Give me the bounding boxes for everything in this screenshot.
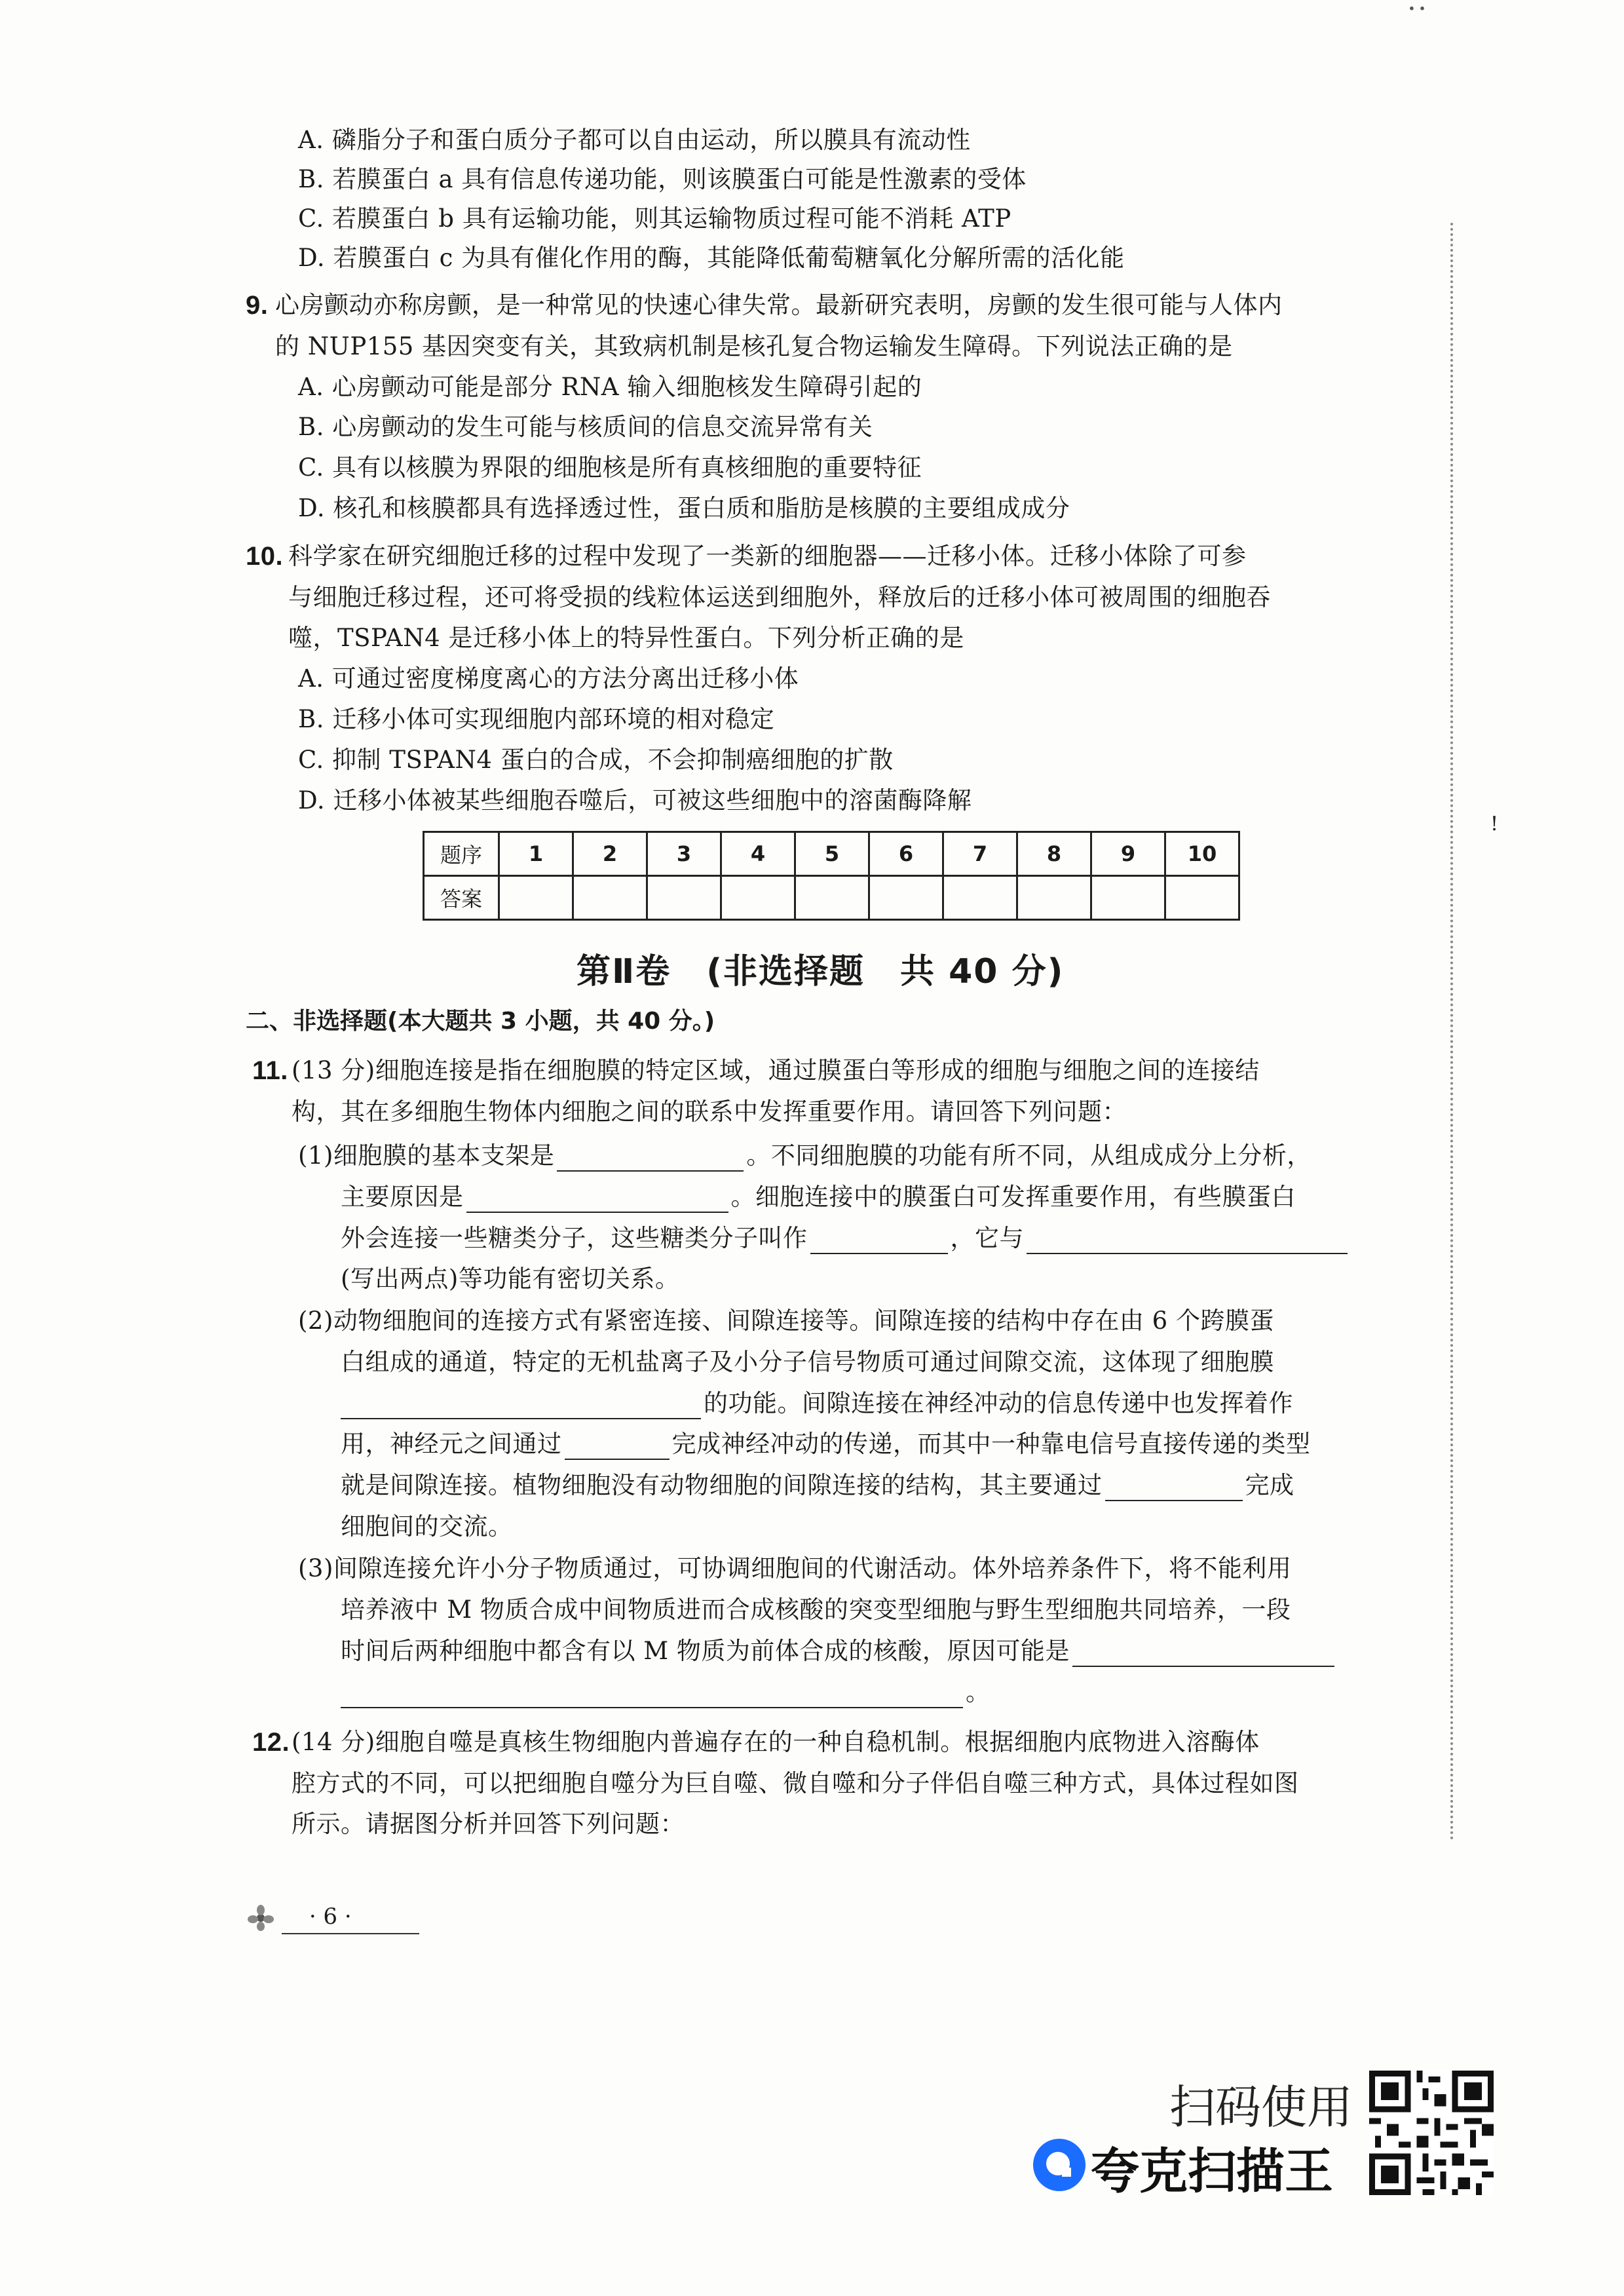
answer-cell xyxy=(1091,876,1165,920)
answer-table-num: 7 xyxy=(943,832,1017,876)
answer-blank[interactable] xyxy=(557,1147,744,1172)
q11-p2-text: 的功能。间隙连接在神经冲动的信息传递中也发挥着作 xyxy=(704,1389,1293,1417)
q11-p1-text: 外会连接一些糖类分子，这些糖类分子叫作 xyxy=(341,1224,808,1252)
q10-option-c: C. 抑制 TSPAN4 蛋白的合成，不会抑制癌细胞的扩散 xyxy=(298,746,894,774)
q11-p2-line6: 细胞间的交流。 xyxy=(341,1512,513,1540)
q11-p3-text: 。 xyxy=(966,1678,991,1706)
qr-code-icon[interactable] xyxy=(1369,2071,1494,2195)
answer-table-num: 2 xyxy=(573,832,647,876)
q12-stem-line1: (14 分)细胞自噬是真核生物细胞内普遍存在的一种自稳机制。根据细胞内底物进入溶酶体 xyxy=(292,1728,1260,1756)
page-number: · 6 · xyxy=(309,1904,352,1930)
q9-option-a: A. 心房颤动可能是部分 RNA 输入细胞核发生障碍引起的 xyxy=(298,373,922,401)
q11-p2-line2: 白组成的通道，特定的无机盐离子及小分子信号物质可通过间隙交流，这体现了细胞膜 xyxy=(341,1348,1274,1376)
answer-table-num: 5 xyxy=(795,832,869,876)
q10-option-d: D. 迁移小体被某些细胞吞噬后，可被这些细胞中的溶菌酶降解 xyxy=(298,786,972,814)
part-heading: 二、非选择题(本大题共 3 小题，共 40 分。) xyxy=(246,1008,715,1035)
answer-cell xyxy=(721,876,795,920)
q8-option-a: A. 磷脂分子和蛋白质分子都可以自由运动，所以膜具有流动性 xyxy=(298,126,971,154)
q8-option-d: D. 若膜蛋白 c 为具有催化作用的酶，其能降低葡萄糖氧化分解所需的活化能 xyxy=(298,244,1125,272)
q10-stem-line2: 与细胞迁移过程，还可将受损的线粒体运送到细胞外，释放后的迁移小体可被周围的细胞吞 xyxy=(288,583,1271,611)
q12-stem-line2: 腔方式的不同，可以把细胞自噬分为巨自噬、微自噬和分子伴侣自噬三种方式，具体过程如图 xyxy=(292,1769,1299,1797)
answer-blank[interactable] xyxy=(1105,1476,1243,1501)
brand-name: 夸克扫描王 xyxy=(1091,2143,1333,2200)
q10-number: 10. xyxy=(246,542,284,571)
q10-stem-line1: 科学家在研究细胞迁移的过程中发现了一类新的细胞器——迁移小体。迁移小体除了可参 xyxy=(288,542,1247,570)
q11-p1-line4: (写出两点)等功能有密切关系。 xyxy=(341,1265,680,1293)
q11-p1-text: 主要原因是 xyxy=(341,1183,464,1211)
answer-table-num: 4 xyxy=(721,832,795,876)
q11-p2-text: 完成 xyxy=(1245,1471,1294,1499)
q10-option-b: B. 迁移小体可实现细胞内部环境的相对稳定 xyxy=(298,705,775,733)
answer-cell xyxy=(1165,876,1239,920)
page-footer xyxy=(246,1904,352,1931)
section-title: 第Ⅱ卷 (非选择题 共 40 分) xyxy=(576,952,1065,991)
q11-p3-line1: (3)间隙连接允许小分子物质通过，可协调细胞间的代谢活动。体外培养条件下，将不能利用 xyxy=(298,1554,1292,1582)
q11-p1-text: ，它与 xyxy=(950,1224,1024,1252)
q11-p2-text: 就是间隙连接。植物细胞没有动物细胞的间隙连接的结构，其主要通过 xyxy=(341,1471,1103,1499)
answer-table-num: 9 xyxy=(1091,832,1165,876)
answer-blank[interactable] xyxy=(1072,1642,1334,1667)
q9-number: 9. xyxy=(246,291,269,320)
answer-blank[interactable] xyxy=(565,1435,670,1460)
flower-icon xyxy=(246,1905,276,1931)
q12-stem-line3: 所示。请据图分析并回答下列问题： xyxy=(292,1810,685,1838)
answer-table-label-answer: 答案 xyxy=(424,876,499,920)
answer-blank[interactable] xyxy=(341,1394,701,1419)
answer-table xyxy=(423,831,1240,921)
q11-p2-line5 xyxy=(341,1470,1294,1501)
margin-mark: ! xyxy=(1490,813,1499,835)
answer-cell xyxy=(573,876,647,920)
scan-prompt: 扫码使用 xyxy=(1169,2080,1353,2134)
q11-stem-line2: 构，其在多细胞生物体内细胞之间的联系中发挥重要作用。请回答下列问题： xyxy=(292,1098,1127,1126)
q11-stem-line1: (13 分)细胞连接是指在细胞膜的特定区域，通过膜蛋白等形成的细胞与细胞之间的连接结 xyxy=(292,1056,1260,1084)
answer-cell xyxy=(869,876,943,920)
answer-cell xyxy=(1017,876,1091,920)
q11-p1-text: 。不同细胞膜的功能有所不同，从组成成分上分析， xyxy=(746,1141,1312,1170)
q11-p2-text: 完成神经冲动的传递，而其中一种靠电信号直接传递的类型 xyxy=(671,1430,1311,1458)
footer-rule xyxy=(282,1933,419,1934)
answer-cell xyxy=(647,876,721,920)
q11-p2-line3 xyxy=(341,1388,1293,1419)
answer-blank[interactable] xyxy=(810,1229,948,1254)
answer-table-num: 3 xyxy=(647,832,721,876)
answer-blank[interactable] xyxy=(1027,1229,1348,1254)
q11-p1-text: 。细胞连接中的膜蛋白可发挥重要作用，有些膜蛋白 xyxy=(730,1183,1296,1211)
q11-p3-line4 xyxy=(341,1677,991,1708)
q11-number: 11. xyxy=(252,1056,288,1085)
q9-option-b: B. 心房颤动的发生可能与核质间的信息交流异常有关 xyxy=(298,413,873,441)
q11-p1-line3 xyxy=(341,1223,1350,1254)
answer-blank[interactable] xyxy=(341,1683,963,1708)
answer-table-answer-row xyxy=(424,876,1239,920)
answer-table-num: 6 xyxy=(869,832,943,876)
q11-p2-line1: (2)动物细胞间的连接方式有紧密连接、间隙连接等。间隙连接的结构中存在由 6 个跨膜蛋 xyxy=(298,1307,1274,1335)
q10-option-a: A. 可通过密度梯度离心的方法分离出迁移小体 xyxy=(298,664,799,693)
q9-stem-line2: 的 NUP155 基因突变有关，其致病机制是核孔复合物运输发生障碍。下列说法正确的是 xyxy=(275,332,1233,360)
q12-number: 12. xyxy=(252,1728,290,1757)
answer-table-num: 1 xyxy=(499,832,573,876)
q11-p1-line2 xyxy=(341,1181,1296,1213)
answer-cell xyxy=(795,876,869,920)
q9-option-c: C. 具有以核膜为界限的细胞核是所有真核细胞的重要特征 xyxy=(298,453,922,482)
q11-p2-text: 用，神经元之间通过 xyxy=(341,1430,562,1458)
q11-p2-line4 xyxy=(341,1428,1311,1460)
q10-stem-line3: 噬，TSPAN4 是迁移小体上的特异性蛋白。下列分析正确的是 xyxy=(288,624,964,652)
answer-cell xyxy=(943,876,1017,920)
q8-option-c: C. 若膜蛋白 b 具有运输功能，则其运输物质过程可能不消耗 ATP xyxy=(298,204,1011,233)
q11-p1-text: (1)细胞膜的基本支架是 xyxy=(298,1141,555,1170)
corner-mark: ∙ ∙ xyxy=(1408,0,1426,16)
answer-blank[interactable] xyxy=(466,1188,728,1213)
quark-logo-icon xyxy=(1032,2137,1087,2192)
q9-stem-line1: 心房颤动亦称房颤，是一种常见的快速心律失常。最新研究表明，房颤的发生很可能与人体内 xyxy=(275,291,1283,319)
q11-p3-text: 时间后两种细胞中都含有以 M 物质为前体合成的核酸，原因可能是 xyxy=(341,1637,1070,1665)
answer-cell xyxy=(499,876,573,920)
q11-p3-line3 xyxy=(341,1636,1337,1667)
answer-table-label-number: 题序 xyxy=(424,832,499,876)
q8-option-b: B. 若膜蛋白 a 具有信息传递功能，则该膜蛋白可能是性激素的受体 xyxy=(298,165,1027,193)
answer-table-header-row xyxy=(424,832,1239,876)
q11-p1-line1 xyxy=(298,1140,1312,1172)
q9-option-d: D. 核孔和核膜都具有选择透过性，蛋白质和脂肪是核膜的主要组成成分 xyxy=(298,494,1070,522)
answer-table-num: 10 xyxy=(1165,832,1239,876)
q11-p3-line2: 培养液中 M 物质合成中间物质进而合成核酸的突变型细胞与野生型细胞共同培养，一段 xyxy=(341,1596,1291,1624)
answer-table-num: 8 xyxy=(1017,832,1091,876)
binding-dotted-line xyxy=(1450,223,1453,1841)
